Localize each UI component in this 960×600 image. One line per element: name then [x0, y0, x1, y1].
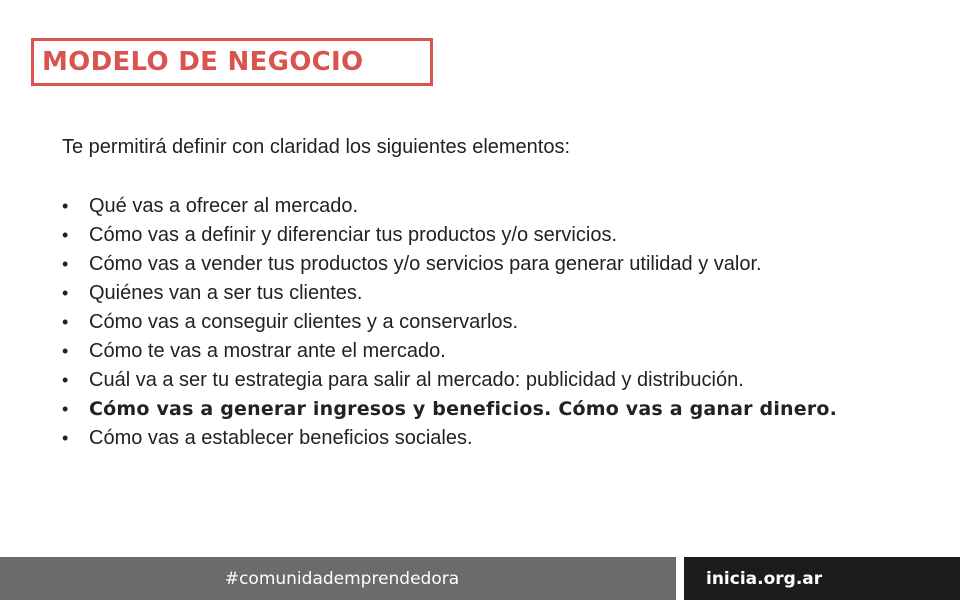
list-item-text: Cómo vas a establecer beneficios sociales. [89, 427, 473, 449]
list-item [62, 424, 922, 453]
footer-hashtag: #comunidademprendedora [224, 568, 460, 589]
list-item-text: Cómo te vas a mostrar ante el mercado. [89, 340, 446, 362]
list-item [62, 250, 922, 279]
list-item [62, 366, 922, 395]
list-item-text: Cómo vas a definir y diferenciar tus productos y/o servicios. [89, 224, 617, 246]
bullet-icon: • [62, 312, 69, 332]
bullet-icon: • [62, 225, 69, 245]
list-item-text: Qué vas a ofrecer al mercado. [89, 195, 359, 217]
bullet-icon: • [62, 341, 69, 361]
list-item-highlight [62, 395, 922, 424]
list-item-text: Cómo vas a generar ingresos y beneficios. Cómo vas a ganar dinero. [89, 398, 838, 420]
list-item [62, 221, 922, 250]
footer-hashtag-bar [0, 557, 676, 600]
bullet-list [62, 192, 922, 453]
title-box [31, 38, 433, 86]
list-item-text: Cómo vas a conseguir clientes y a conservarlos. [89, 311, 519, 333]
bullet-icon: • [62, 428, 69, 448]
list-item [62, 279, 922, 308]
bullet-icon: • [62, 254, 69, 274]
bullet-icon: • [62, 399, 69, 419]
footer-site-link[interactable]: inicia.org.ar [706, 568, 823, 589]
footer-site-bar [684, 557, 960, 600]
page-title: MODELO DE NEGOCIO [42, 47, 364, 77]
list-item [62, 308, 922, 337]
bullet-icon: • [62, 370, 69, 390]
list-item-text: Cómo vas a vender tus productos y/o servicios para generar utilidad y valor. [89, 253, 762, 275]
list-item-text: Cuál va a ser tu estrategia para salir al mercado: publicidad y distribución. [89, 369, 744, 391]
list-item [62, 192, 922, 221]
list-item-text: Quiénes van a ser tus clientes. [89, 282, 363, 304]
list-item [62, 337, 922, 366]
bullet-icon: • [62, 283, 69, 303]
intro-text: Te permitirá definir con claridad los siguientes elementos: [62, 136, 571, 158]
bullet-icon: • [62, 196, 69, 216]
